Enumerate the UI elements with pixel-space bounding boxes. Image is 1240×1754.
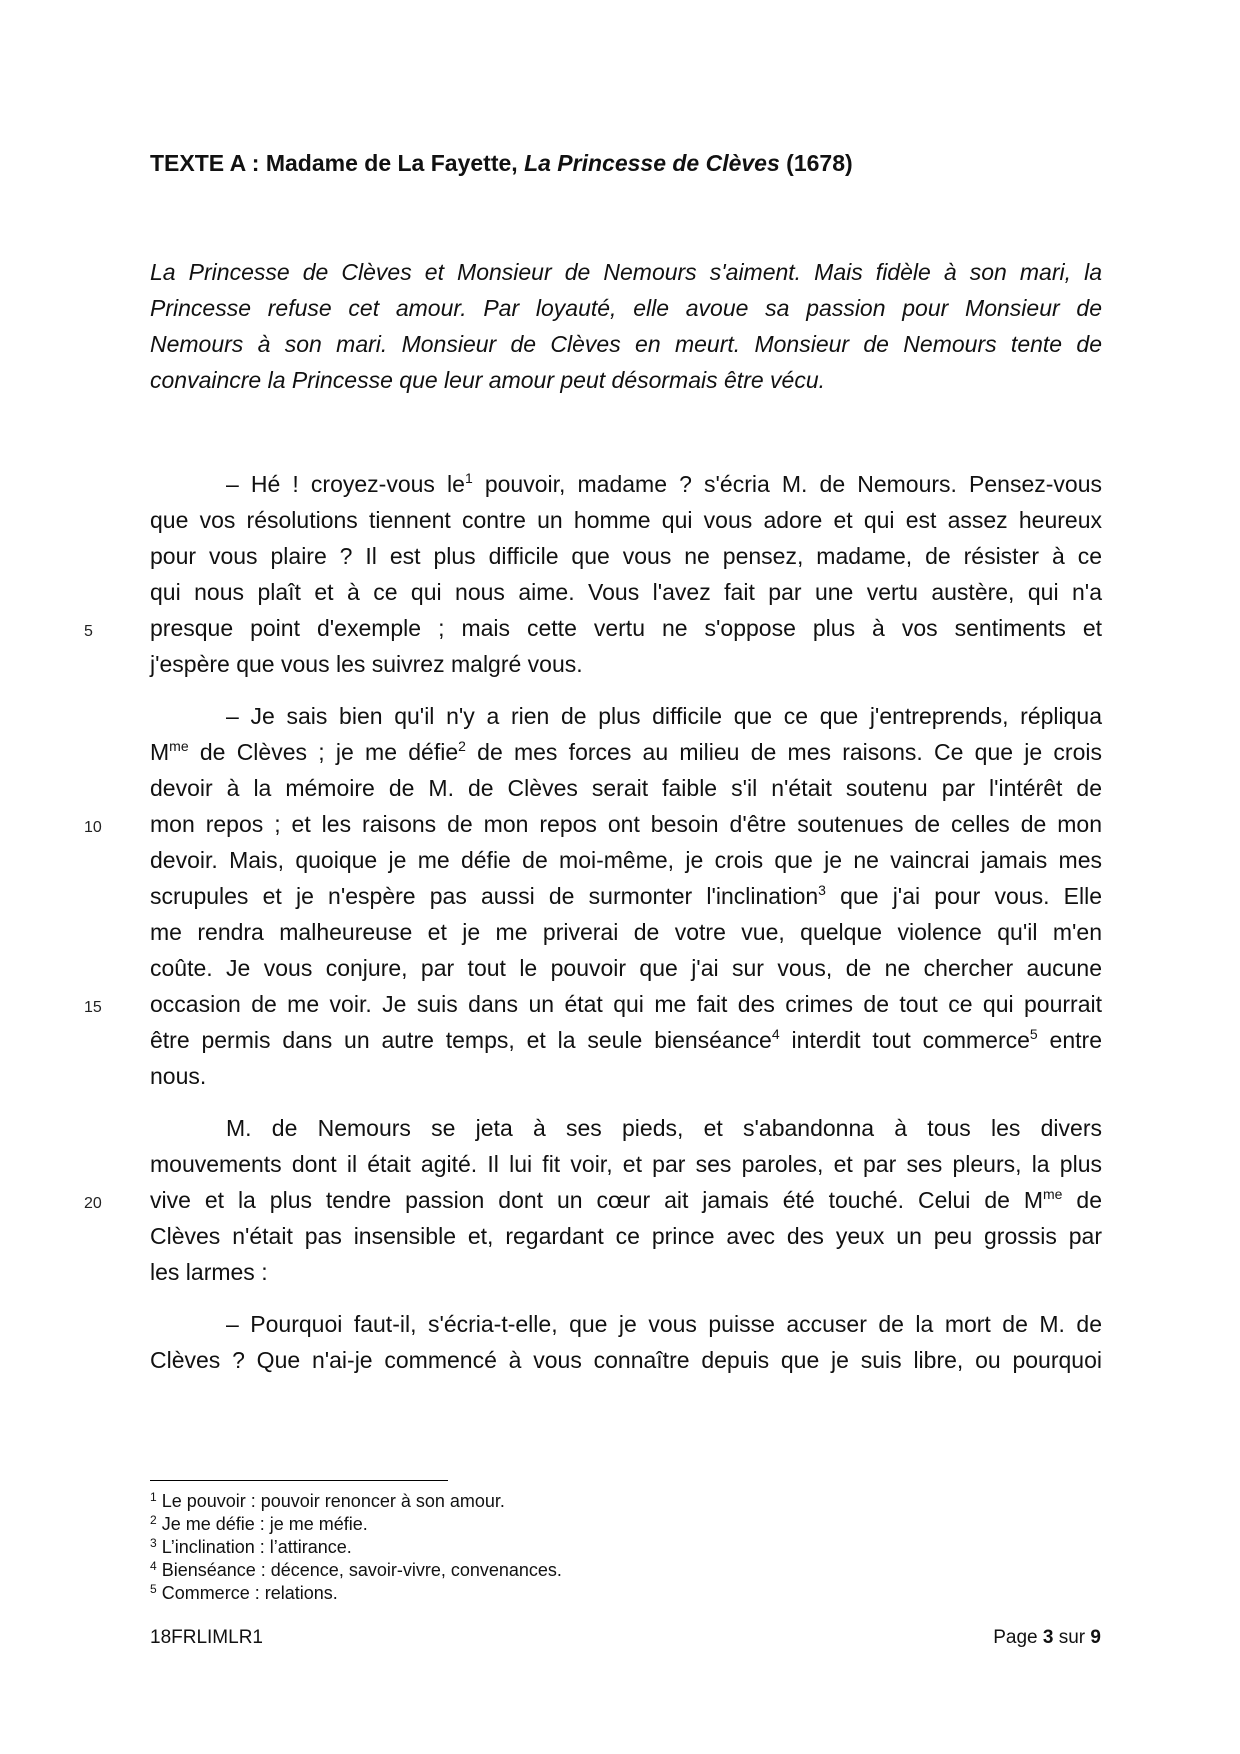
text-line: vive et la plus tendre passion dont un cœur ait jamais été touché. Celui de $M^{me}$ de (150, 1186, 1102, 1213)
intro-line: Princesse refuse cet amour. Par loyauté, elle avoue sa passion pour Monsieur de (150, 295, 1102, 321)
footnote: $^5$ Commerce : relations. (150, 1582, 338, 1603)
page-indicator: Page 3 sur 9 (993, 1627, 1101, 1648)
page-current: 3 (1042, 1627, 1054, 1648)
intro-line: convaincre la Princesse que leur amour peut désormais être vécu. (150, 367, 826, 393)
page-total: 9 (1090, 1627, 1101, 1648)
footnote-ref: 4 (771, 1026, 780, 1042)
text-line: presque point d'exemple ; mais cette vertu ne s'oppose plus à vos sentiments et (150, 615, 1102, 641)
title-prefix: TEXTE A : Madame de La Fayette, (150, 150, 518, 176)
line-number: 15 (84, 999, 102, 1016)
title-work: La Princesse de Clèves (524, 150, 780, 176)
text-line: mon repos ; et les raisons de mon repos ont besoin d'être soutenues de celles de mon (150, 811, 1102, 837)
text-line: coûte. Je vous conjure, par tout le pouvoir que j'ai sur vous, de ne chercher aucune (150, 955, 1102, 981)
text-line: être permis dans un autre temps, et la seule bienséance$^4$ interdit tout commerce$^5$ entre (150, 1026, 1102, 1053)
text-line: Clèves n'était pas insensible et, regardant ce prince avec des yeux un peu grossis par (150, 1223, 1102, 1249)
intro-line: Nemours à son mari. Monsieur de Clèves en meurt. Monsieur de Nemours tente de (150, 331, 1102, 357)
footnote-ref: 2 (458, 738, 466, 754)
text-line: qui nous plaît et à ce qui nous aime. Vous l'avez fait par une vertu austère, qui n'a (150, 579, 1102, 605)
line-number: 10 (84, 819, 102, 836)
page-title (150, 148, 1110, 178)
line-number: 20 (84, 1195, 102, 1212)
text-line: me rendra malheureuse et je me priverai de votre vue, quelque violence qu'il m'en (150, 919, 1102, 945)
text-line: devoir. Mais, quoique je me défie de moi-même, je crois que je ne vaincrai jamais mes (150, 847, 1102, 873)
text-line: M. de Nemours se jeta à ses pieds, et s'abandonna à tous les divers (226, 1115, 1102, 1141)
text-line: les larmes : (150, 1259, 268, 1285)
line-number: 5 (84, 623, 93, 640)
intro-line: La Princesse de Clèves et Monsieur de Nemours s'aiment. Mais fidèle à son mari, la (150, 259, 1102, 285)
excerpt-text (150, 466, 1102, 1378)
text-line: devoir à la mémoire de M. de Clèves serait faible s'il n'était soutenu par l'intérêt de (150, 775, 1102, 801)
text-line: Clèves ? Que n'ai-je commencé à vous connaître depuis que je suis libre, ou pourquoi (150, 1347, 1102, 1373)
text-line: que vos résolutions tiennent contre un homme qui vous adore et qui est assez heureux (150, 507, 1102, 533)
text-line: j'espère que vous les suivrez malgré vous. (150, 651, 583, 677)
text-line: mouvements dont il était agité. Il lui fit voir, et par ses paroles, et par ses pleurs, la plus (150, 1151, 1102, 1177)
footnote-ref: 5 (1029, 1026, 1038, 1042)
text-line: – Hé ! croyez-vous $le^1$ pouvoir, madame ? s'écria M. de Nemours. Pensez-vous (226, 470, 1103, 497)
footnote: $^4$ Bienséance : décence, savoir-vivre, convenances. (150, 1559, 562, 1580)
document-code: 18FRLIMLR1 (150, 1627, 263, 1648)
title-year: (1678) (786, 150, 853, 176)
footnote-divider (150, 1480, 448, 1481)
text-line: $M^{me}$ de Clèves ; je me défie$^2$ de mes forces au milieu de mes raisons. Ce que je crois (150, 738, 1102, 765)
text-line: pour vous plaire ? Il est plus difficile que vous ne pensez, madame, de résister à ce (150, 543, 1102, 569)
text-line: occasion de me voir. Je suis dans un état qui me fait des crimes de tout ce qui pourrait (150, 991, 1102, 1017)
footnote-ref: 1 (464, 470, 473, 486)
intro-paragraph (150, 254, 1102, 398)
footnote: $^3$ L’inclination : l’attirance. (150, 1536, 352, 1557)
footnotes (150, 1490, 1050, 1605)
text-line: nous. (150, 1063, 207, 1089)
text-line: – Pourquoi faut-il, s'écria-t-elle, que je vous puisse accuser de la mort de M. de (226, 1311, 1102, 1337)
footnote-ref: 3 (818, 882, 826, 898)
footnote: $^2$ Je me défie : je me méfie. (150, 1513, 368, 1534)
footnote: $^1$ Le pouvoir : pouvoir renoncer à son amour. (150, 1490, 505, 1511)
text-line: – Je sais bien qu'il n'y a rien de plus difficile que ce que j'entreprends, répliqua (226, 703, 1102, 729)
text-line: scrupules et je n'espère pas aussi de surmonter l'inclination$^3$ que j'ai pour vous. Elle (150, 882, 1102, 909)
